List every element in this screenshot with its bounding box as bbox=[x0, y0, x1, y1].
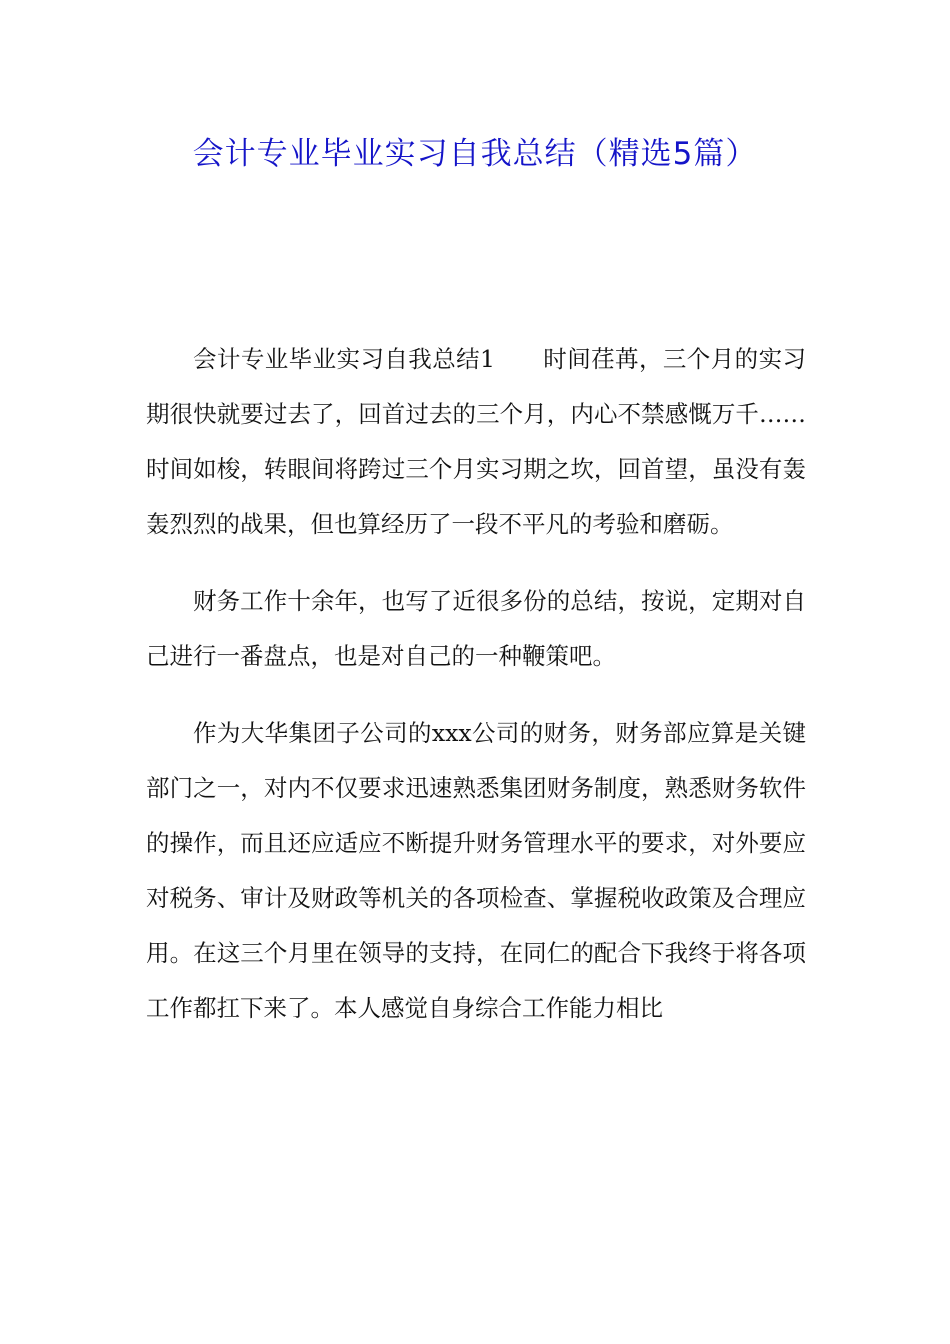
document-body bbox=[146, 332, 806, 1036]
paragraph-2: 财务工作十余年，也写了近很多份的总结，按说，定期对自己进行一番盘点，也是对自己的一种鞭策吧。 bbox=[146, 587, 806, 670]
paragraph-1: 会计专业毕业实习自我总结1 时间荏苒，三个月的实习期很快就要过去了，回首过去的三个月，内心不禁感慨万千……时间如梭，转眼间将跨过三个月实习期之坎，回首望，虽没有轰轰烈烈的战果，但也算经历了一段不平凡的考验和磨砺。 bbox=[146, 345, 806, 538]
document-title: 会计专业毕业实习自我总结（精选5篇） bbox=[192, 136, 758, 172]
paragraph-3: 作为大华集团子公司的xxx公司的财务，财务部应算是关键部门之一，对内不仅要求迅速熟悉集团财务制度，熟悉财务软件的操作，而且还应适应不断提升财务管理水平的要求，对外要应对税务、审计及财政等机关的各项检查、掌握税收政策及合理应用。在这三个月里在领导的支持，在同仁的配合下我终于将各项工作都扛下来了。本人感觉自身综合工作能力相比 bbox=[146, 719, 806, 1022]
